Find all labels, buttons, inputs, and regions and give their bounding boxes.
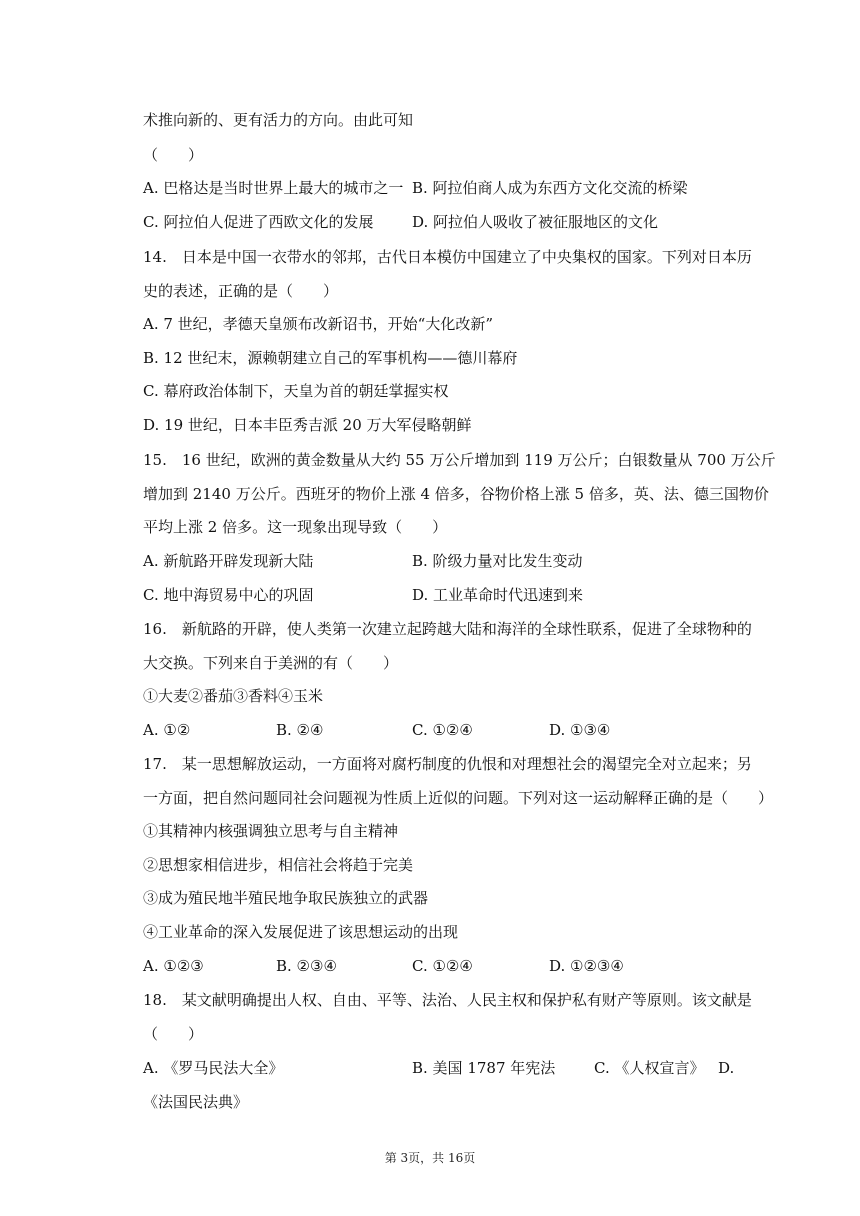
q18-option-c: C. 《人权宣言》 xyxy=(594,1059,705,1077)
q17-item-4: ④工业革命的深入发展促进了该思想运动的出现 xyxy=(143,923,459,941)
q18-option-b: B. 美国 1787 年宪法 xyxy=(412,1059,556,1077)
q14-option-b: B. 12 世纪末，源赖朝建立自己的军事机构——德川幕府 xyxy=(143,349,518,367)
q18-option-d-label: D. xyxy=(718,1059,735,1077)
q18-paren: （ ） xyxy=(143,1025,204,1043)
q17-item-2: ②思想家相信进步，相信社会将趋于完美 xyxy=(143,856,414,874)
q13-option-c: C. 阿拉伯人促进了西欧文化的发展 xyxy=(143,213,374,231)
q15-stem-line1: 15. 16 世纪，欧洲的黄金数量从大约 55 万公斤增加到 119 万公斤；白银数量从 700 万公斤 xyxy=(143,451,776,469)
q15-option-b: B. 阶级力量对比发生变动 xyxy=(412,552,583,570)
q16-stem-line1: 16. 新航路的开辟，使人类第一次建立起跨越大陆和海洋的全球性联系，促进了全球物种的 xyxy=(143,620,752,638)
q17-option-a: A. ①②③ xyxy=(143,957,204,975)
page-footer: 第 3页，共 16页 xyxy=(384,1151,476,1165)
q17-option-b: B. ②③④ xyxy=(276,957,337,975)
q13-option-b: B. 阿拉伯商人成为东西方文化交流的桥梁 xyxy=(412,179,688,197)
q14-option-c: C. 幕府政治体制下，天皇为首的朝廷掌握实权 xyxy=(143,382,449,400)
q17-stem-line2: 一方面，把自然问题同社会问题视为性质上近似的问题。下列对这一运动解释正确的是（ ） xyxy=(143,789,774,807)
q15-option-a: A. 新航路开辟发现新大陆 xyxy=(143,552,314,570)
q14-stem-line2: 史的表述，正确的是（ ） xyxy=(143,282,339,300)
q16-option-b: B. ②④ xyxy=(276,721,324,739)
q15-stem-line2: 增加到 2140 万公斤。西班牙的物价上涨 4 倍多，谷物价格上涨 5 倍多，英、法、德三国物价 xyxy=(143,485,769,503)
q16-option-a: A. ①② xyxy=(143,721,191,739)
q16-option-c: C. ①②④ xyxy=(412,721,473,739)
q15-option-c: C. 地中海贸易中心的巩固 xyxy=(143,586,314,604)
q16-option-d: D. ①③④ xyxy=(549,721,611,739)
q18-option-a: A. 《罗马民法大全》 xyxy=(143,1059,284,1077)
q13-paren: （ ） xyxy=(143,146,204,164)
q18-stem-line1: 18. 某文献明确提出人权、自由、平等、法治、人民主权和保护私有财产等原则。该文献是 xyxy=(143,991,752,1009)
q17-option-d: D. ①②③④ xyxy=(549,957,624,975)
q14-stem-line1: 14. 日本是中国一衣带水的邻邦，古代日本模仿中国建立了中央集权的国家。下列对日本历 xyxy=(143,248,752,266)
q15-stem-line3: 平均上涨 2 倍多。这一现象出现导致（ ） xyxy=(143,518,448,536)
q13-option-a: A. 巴格达是当时世界上最大的城市之一 xyxy=(143,179,404,197)
q17-item-1: ①其精神内核强调独立思考与自主精神 xyxy=(143,822,399,840)
q13-option-d: D. 阿拉伯人吸收了被征服地区的文化 xyxy=(412,213,659,231)
q13-stem-end: 术推向新的、更有活力的方向。由此可知 xyxy=(143,111,414,129)
q17-stem-line1: 17. 某一思想解放运动，一方面将对腐朽制度的仇恨和对理想社会的渴望完全对立起来；另 xyxy=(143,755,752,773)
q18-option-d-text: 《法国民法典》 xyxy=(143,1093,249,1111)
q16-stem-line2: 大交换。下列来自于美洲的有（ ） xyxy=(143,654,399,672)
q14-option-d: D. 19 世纪，日本丰臣秀吉派 20 万大军侵略朝鲜 xyxy=(143,416,472,434)
q16-items: ①大麦②番茄③香料④玉米 xyxy=(143,687,324,705)
q15-option-d: D. 工业革命时代迅速到来 xyxy=(412,586,584,604)
q14-option-a: A. 7 世纪，孝德天皇颁布改新诏书，开始“大化改新” xyxy=(143,315,494,333)
q17-option-c: C. ①②④ xyxy=(412,957,473,975)
q17-item-3: ③成为殖民地半殖民地争取民族独立的武器 xyxy=(143,889,429,907)
